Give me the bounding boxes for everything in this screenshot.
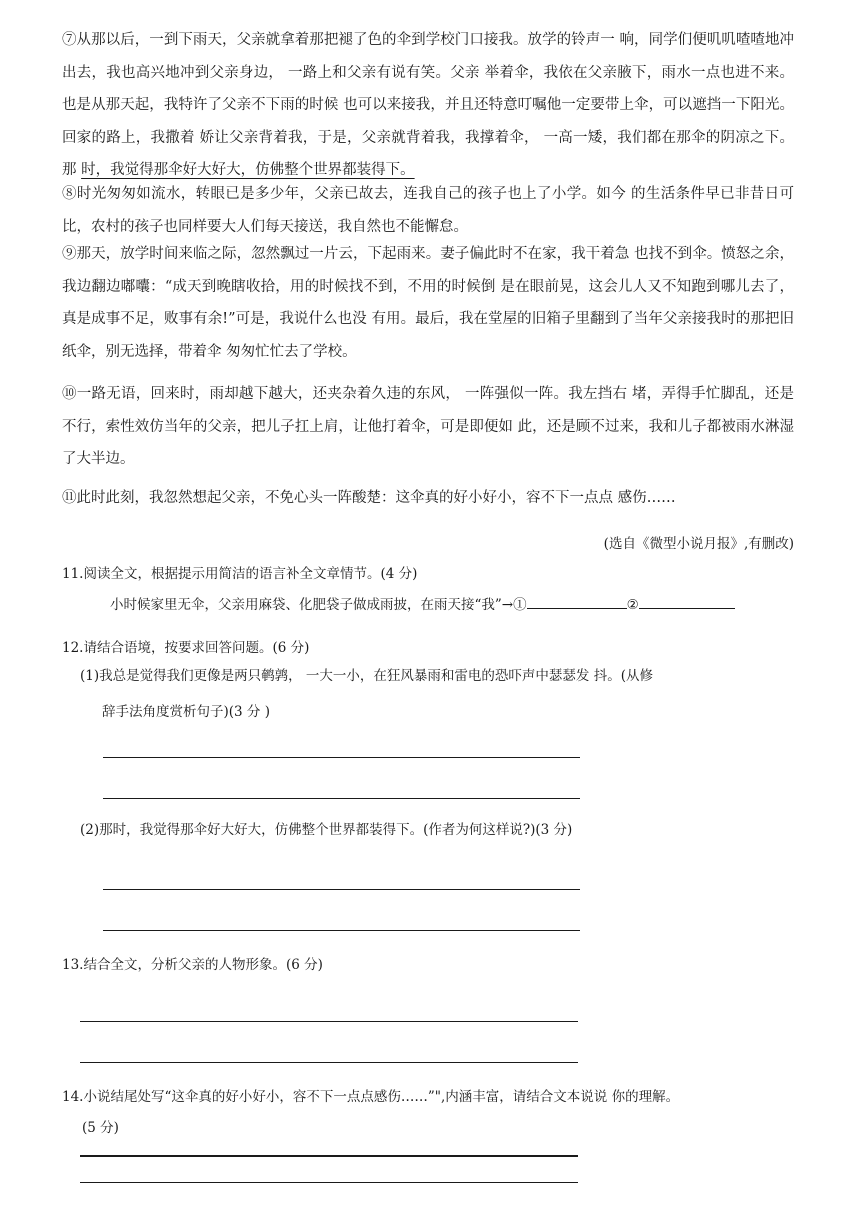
paragraph-10: ⑩一路无语，回来时，雨却越下越大，还夹杂着久违的东风， 一阵强似一阵。我左挡右 堵，弄得手忙脚乱，还是不行，索性效仿当年的父亲，把儿子扛上肩，让他打着伞，可是即便如 此，还是顾不过来，我和儿子都被雨水淋湿了大半边。 xyxy=(62,386,794,467)
question-12-2: (2)那时，我觉得那伞好大好大，仿佛整个世界都装得下。(作者为何这样说?)(3 分) xyxy=(80,822,573,838)
paragraph-7 xyxy=(62,24,794,187)
blank-2[interactable] xyxy=(639,594,735,609)
blank-1[interactable] xyxy=(527,594,627,609)
question-14-line-1: 14.小说结尾处写“这伞真的好小好小，容不下一点点感伤……”",内涵丰富，请结合文本说说 你的理解。 xyxy=(62,1089,680,1105)
answer-line-12-1-b[interactable] xyxy=(103,798,580,799)
question-12-1-line-1: (1)我总是觉得我们更像是两只鹌鹑， 一大一小，在狂风暴雨和雷电的恐吓声中瑟瑟发 抖。(从修 xyxy=(80,668,653,684)
answer-line-12-2-b[interactable] xyxy=(103,930,580,931)
answer-line-14-a[interactable] xyxy=(80,1155,578,1157)
paragraph-7-text: ⑦从那以后，一到下雨天，父亲就拿着那把褪了色的伞到学校门口接我。放学的铃声一 响，同学们便叽叽喳喳地冲出去，我也高兴地冲到父亲身边， 一路上和父亲有说有笑。父亲 举着伞，我依在父亲腋下，雨水一点也进不来。也是从那天起，我特许了父亲不下雨的时候 也可以来接我，并且还特意叮嘱他一定要带上伞，可以遮挡一下阳光。回家的路上，我撒着 娇让父亲背着我，于是，父亲就背着我，我撑着伞， 一高一矮，我们都在那伞的阴凉之下。那 xyxy=(62,32,794,178)
paragraph-9: ⑨那天，放学时间来临之际，忽然飘过一片云，下起雨来。妻子偏此时不在家，我干着急 也找不到伞。愤怒之余，我边翻边嘟囔：“成天到晚瞎收拾，用的时候找不到，不用的时候倒 是在眼前晃，这会儿人又不知跑到哪儿去了，真是成事不足，败事有余!”可是，我说什么也没 有用。最后，我在堂屋的旧箱子里翻到了当年父亲接我时的那把旧纸伞，别无选择，带着伞 匆匆忙忙去了学校。 xyxy=(62,246,794,360)
underlined-sentence: 时，我觉得那伞好大好大，仿佛整个世界都装得下。 xyxy=(81,162,415,178)
paragraph-11: ⑪此时此刻，我忽然想起父亲，不免心头一阵酸楚：这伞真的好小好小，容不下一点点 感伤…… xyxy=(62,490,676,506)
question-11-title: 11.阅读全文，根据提示用简洁的语言补全文章情节。(4 分) xyxy=(62,566,418,582)
paragraph-8: ⑧时光匆匆如流水，转眼已是多少年，父亲已故去，连我自己的孩子也上了小学。如今 的生活条件早已非昔日可比，农村的孩子也同样要大人们每天接送，我自然也不能懈怠。 xyxy=(62,186,794,235)
source-citation: (选自《微型小说月报》,有删改) xyxy=(603,536,794,552)
question-11-prompt-text: 小时候家里无伞，父亲用麻袋、化肥袋子做成雨披，在雨天接“我”→① xyxy=(110,597,527,613)
answer-line-12-1-a[interactable] xyxy=(103,757,580,758)
answer-line-12-2-a[interactable] xyxy=(103,889,580,890)
question-12-1-line-2: 辞手法角度赏析句子)(3 分 ) xyxy=(102,704,270,720)
question-11-prompt xyxy=(110,591,810,619)
question-14-line-2: (5 分) xyxy=(82,1120,119,1136)
question-13-title: 13.结合全文，分析父亲的人物形象。(6 分) xyxy=(62,957,323,973)
blank-2-marker: ② xyxy=(626,597,639,613)
answer-line-14-b[interactable] xyxy=(80,1182,578,1183)
answer-line-13-b[interactable] xyxy=(80,1062,578,1063)
question-12-title: 12.请结合语境，按要求回答问题。(6 分) xyxy=(62,640,310,656)
answer-line-13-a[interactable] xyxy=(80,1021,578,1022)
